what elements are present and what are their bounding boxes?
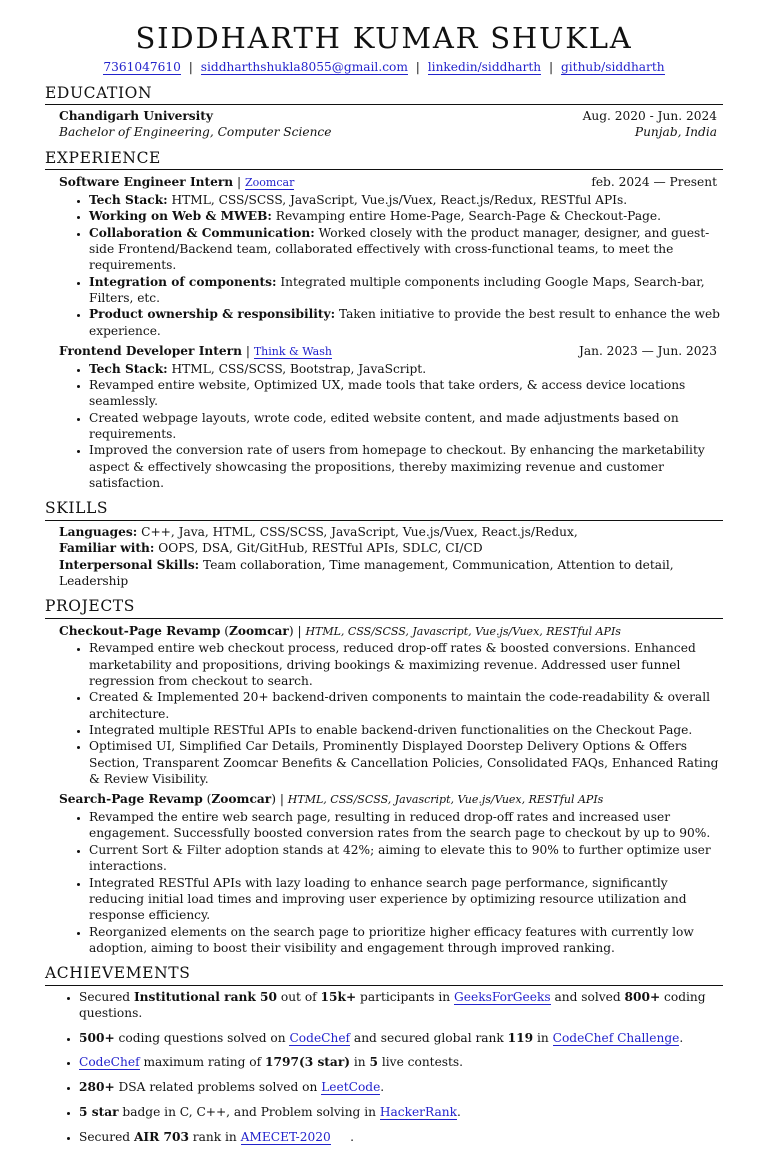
codechef-link[interactable]: CodeChef <box>289 1030 351 1045</box>
phone-link[interactable]: 7361047610 <box>103 60 181 75</box>
list-item: • Created & Implemented 20+ backend-driven components to maintain the code-readability & overall architecture. <box>89 689 723 722</box>
separator: | <box>415 60 420 75</box>
job-bullets <box>45 192 723 339</box>
project-company: Zoomcar <box>211 792 272 807</box>
codechef-link[interactable]: CodeChef <box>79 1055 140 1070</box>
job-dates: Jan. 2023 — Jun. 2023 <box>578 343 717 358</box>
school-name: Chandigarh University <box>59 109 213 124</box>
list-item: • 500+ coding questions solved on CodeChef and secured global rank 119 in CodeChef Challenge. <box>79 1030 723 1046</box>
github-link[interactable]: github/siddharth <box>560 60 665 75</box>
achievement-list <box>45 989 723 1145</box>
project-title: Checkout-Page Revamp <box>59 623 221 638</box>
separator: | <box>188 60 193 75</box>
project-bullets <box>45 640 723 787</box>
list-item: • Integrated RESTful APIs with lazy loading to enhance search page performance, significantly reducing initial load times and improving user experience by optimizing resource utilization and response efficiency. <box>89 875 723 924</box>
education-subrow <box>45 124 723 140</box>
company-link[interactable]: Zoomcar <box>245 176 295 190</box>
section-heading-experience: EXPERIENCE <box>45 149 723 170</box>
candidate-name: SIDDHARTH KUMAR SHUKLA <box>135 21 633 55</box>
codechef-challenge-link[interactable]: CodeChef Challenge <box>552 1030 680 1045</box>
list-item: • Integration of components: Integrated multiple components including Google Maps, Search-bar, Filters, etc. <box>89 274 723 307</box>
list-item: • Secured Institutional rank 50 out of 15k+ participants in GeeksForGeeks and solved 800+ coding questions. <box>79 989 723 1022</box>
skills-block <box>45 524 723 589</box>
degree: Bachelor of Engineering, Computer Science <box>59 125 332 140</box>
list-item: • Reorganized elements on the search page to prioritize higher efficacy features with currently low adoption, aiming to boost their visibility and engagement through improved ranking. <box>89 924 723 957</box>
list-item: • Current Sort & Filter adoption stands at 42%; aiming to elevate this to 90% to further optimize user interactions. <box>89 842 723 875</box>
section-heading-projects: PROJECTS <box>45 597 723 618</box>
list-item: • Integrated multiple RESTful APIs to enable backend-driven functionalities on the Checkout Page. <box>89 722 723 738</box>
email-link[interactable]: siddharthshukla8055@gmail.com <box>200 60 408 75</box>
list-item: • Secured AIR 703 rank in AMECET-2020 . <box>79 1129 723 1145</box>
list-item: • 280+ DSA related problems solved on LeetCode. <box>79 1079 723 1095</box>
project-title: Search-Page Revamp <box>59 792 203 807</box>
list-item: • Created webpage layouts, wrote code, edited website content, and made adjustments based on requirements. <box>89 410 723 443</box>
education-dates: Aug. 2020 - Jun. 2024 <box>582 109 717 124</box>
separator: | <box>549 60 554 75</box>
project-tech: HTML, CSS/SCSS, Javascript, Vue.js/Vuex, RESTful APIs <box>287 793 604 807</box>
contact-line <box>45 59 723 75</box>
geeksforgeeks-link[interactable]: GeeksForGeeks <box>454 989 551 1004</box>
list-item: • Revamped entire website, Optimized UX, made tools that take orders, & access device locations seamlessly. <box>89 377 723 410</box>
project-company: Zoomcar <box>229 623 289 638</box>
list-item: • Revamped the entire web search page, resulting in reduced drop-off rates and increased user engagement. Successfully boosted conversion rates from the search page to checkout by up to 90%. <box>89 809 723 842</box>
section-heading-skills: SKILLS <box>45 499 723 520</box>
project-header: Search-Page Revamp (Zoomcar) | HTML, CSS/SCSS, Javascript, Vue.js/Vuex, RESTful APIs <box>59 792 604 807</box>
list-item: • CodeChef maximum rating of 1797(3 star) in 5 live contests. <box>79 1054 723 1070</box>
list-item: • Working on Web & MWEB: Revamping entire Home-Page, Search-Page & Checkout-Page. <box>89 208 723 224</box>
list-item: • 5 star badge in C, C++, and Problem solving in HackerRank. <box>79 1104 723 1120</box>
list-item: • Tech Stack: HTML, CSS/SCSS, Bootstrap, JavaScript. <box>89 361 723 377</box>
list-item: • Product ownership & responsibility: Taken initiative to provide the best result to enhance the web experience. <box>89 306 723 339</box>
amecet-link[interactable]: AMECET-2020 <box>240 1129 331 1144</box>
project-header: Checkout-Page Revamp (Zoomcar) | HTML, CSS/SCSS, Javascript, Vue.js/Vuex, RESTful APIs <box>59 623 621 638</box>
resume-page <box>45 22 723 1153</box>
job-header: Software Engineer Intern | Zoomcar feb. 2024 — Present <box>59 175 717 190</box>
company-link[interactable]: Think & Wash <box>253 344 332 358</box>
education-location: Punjab, India <box>634 125 717 140</box>
job-title: Frontend Developer Intern <box>59 343 242 358</box>
section-heading-education: EDUCATION <box>45 84 723 105</box>
section-heading-achievements: ACHIEVEMENTS <box>45 964 723 985</box>
list-item: • Collaboration & Communication: Worked closely with the product manager, designer, and guest-side Frontend/Backend team, collaborated effectively with cross-functional teams, to meet the requirements. <box>89 225 723 274</box>
list-item: • Tech Stack: HTML, CSS/SCSS, JavaScript, Vue.js/Vuex, React.js/Redux, RESTful APIs. <box>89 192 723 208</box>
hackerrank-link[interactable]: HackerRank <box>379 1104 457 1119</box>
skill-line: Interpersonal Skills: Team collaboration, Time management, Communication, Attention to detail, Leadership <box>59 557 674 588</box>
linkedin-link[interactable]: linkedin/siddharth <box>427 60 542 75</box>
job-bullets <box>45 361 723 492</box>
leetcode-link[interactable]: LeetCode <box>321 1080 381 1095</box>
achievements-block <box>45 989 723 1145</box>
job-title: Software Engineer Intern <box>59 175 234 190</box>
job-dates: feb. 2024 — Present <box>591 175 717 190</box>
education-row <box>45 108 723 124</box>
project-bullets <box>45 809 723 956</box>
list-item: • Optimised UI, Simplified Car Details, Prominently Displayed Doorstep Delivery Options & Offers Section, Transparent Zoomcar Benefits & Cancellation Policies, Consolidated FAQs, Enhanced Rating & Review Visibility. <box>89 738 723 787</box>
skill-line: Familiar with: OOPS, DSA, Git/GitHub, RESTful APIs, SDLC, CI/CD <box>59 541 483 556</box>
job-header: Frontend Developer Intern | Think & Wash Jan. 2023 — Jun. 2023 <box>59 343 717 358</box>
skill-line: Languages: C++, Java, HTML, CSS/SCSS, JavaScript, Vue.js/Vuex, React.js/Redux, <box>59 524 578 539</box>
project-tech: HTML, CSS/SCSS, Javascript, Vue.js/Vuex, RESTful APIs <box>305 624 621 638</box>
list-item: • Improved the conversion rate of users from homepage to checkout. By enhancing the marketability aspect & effectively showcasing the propositions, thereby maximizing revenue and customer satisfaction. <box>89 442 723 491</box>
list-item: • Revamped entire web checkout process, reduced drop-off rates & boosted conversions. Enhanced marketability and propositions, driving bookings & maximizing revenue. Addressed user funnel regression from checkout to search. <box>89 640 723 689</box>
